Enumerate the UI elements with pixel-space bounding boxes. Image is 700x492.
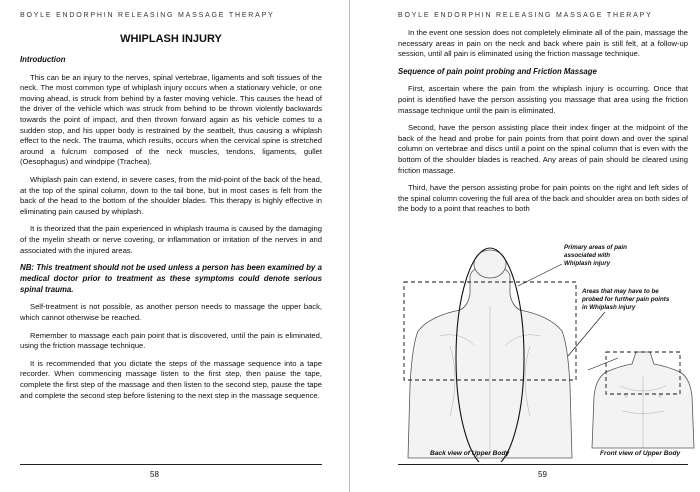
right-text-column bbox=[398, 28, 688, 222]
label-primary-areas: Primary areas of pain associated with Whiplash injury bbox=[564, 244, 627, 267]
running-head: BOYLE ENDORPHIN RELEASING MASSAGE THERAPY bbox=[20, 12, 275, 19]
caption-back-view: Back view of Upper Body bbox=[430, 450, 510, 457]
paragraph: Third, have the person assisting probe for pain points on the right and left sides of the spinal column covering the full area of the back and shoulder area on both sides of the body to a point that reaches to both bbox=[398, 183, 689, 214]
paragraph: This can be an injury to the nerves, spinal vertebrae, ligaments and soft tissues of the neck. The most common type of whiplash injury occurs when a stationary vehicle, or one moving ahead, is struck from behind by a faster moving vehicle. This causes the head of the driver of the vehicle which was struck from behind to be thrown violently backwards towards the point of impact, and then thrown forward again as his vehicle comes to a sudden stop, and his upper body is restrained by the seatbelt, thus causing a whiplash effect to the neck. The trauma, which results, occurs when the cervical spine is stretched around a fulcrum composed of the neck muscles, tendons, ligaments, gullet (Oesophagus) and windpipe (Trachea). bbox=[20, 72, 322, 167]
footer-rule bbox=[20, 464, 322, 465]
paragraph: First, ascertain where the pain from the whiplash injury is occurring. Once that point is identified have the person assisting you massage that area using the friction massage technique until the pain is eliminated. bbox=[398, 84, 688, 115]
leader-line-further bbox=[568, 312, 605, 356]
paragraph: Remember to massage each pain point that is discovered, until the pain is eliminated, using the friction massage technique. bbox=[20, 330, 322, 351]
paragraph: It is theorized that the pain experienced in whiplash trauma is caused by the damaging of the myelin sheath or nerve covering, or inflammation or irritation of the nerves in and associated with the injured areas. bbox=[20, 224, 322, 255]
leader-line-front bbox=[588, 358, 618, 370]
left-text-column bbox=[20, 28, 322, 408]
section-heading: Sequence of pain point probing and Friction Massage bbox=[398, 66, 597, 76]
leader-line-primary bbox=[518, 264, 562, 286]
running-head: BOYLE ENDORPHIN RELEASING MASSAGE THERAPY bbox=[398, 12, 653, 19]
paragraph: In the event one session does not completely eliminate all of the pain, massage the necessary areas in pain on the neck and back where pain is still felt, at a follow-up session, until all pain is eliminated using the friction massage technique. bbox=[398, 28, 688, 59]
paragraph: Self-treatment is not possible, as another person needs to massage the upper back, which cannot otherwise be reached. bbox=[20, 302, 322, 323]
chapter-title: WHIPLASH INJURY bbox=[120, 33, 222, 45]
anatomy-illustration bbox=[350, 236, 700, 462]
anatomy-figure bbox=[350, 236, 700, 467]
section-heading: Introduction bbox=[20, 55, 66, 64]
page-number: 58 bbox=[150, 470, 159, 479]
paragraph: It is recommended that you dictate the steps of the massage sequence into a tape recorder. When commencing massage listen to the first step, then pause the tape, complete the first step of the massage and then listen to the second step, pause the tape and complete the second step before listening to the next step in the massage sequence. bbox=[20, 358, 322, 400]
label-further-areas: Areas that may have to be probed for further pain points in Whiplash injury bbox=[582, 288, 670, 311]
page-number: 59 bbox=[538, 470, 547, 479]
paragraph: Whiplash pain can extend, in severe cases, from the mid-point of the back of the head, at the top of the spinal column, down to the tail bone, but in most cases is felt from the back of the head to the bottom of the shoulder blades. This therapy is highly effective in eliminating pain caused by whiplash. bbox=[20, 174, 322, 216]
paragraph: Second, have the person assisting place their index finger at the midpoint of the back of the head and probe for pain points from that point down and over the spinal column on vertebrae and discs until a point on the spinal column that is even with the bottom of the shoulder blades is reached. Any areas of pain should be cleared using friction massage. bbox=[398, 123, 688, 175]
caption-front-view: Front view of Upper Body bbox=[600, 450, 681, 457]
footer-rule bbox=[398, 464, 688, 465]
warning-note: NB: This treatment should not be used unless a person has been examined by a medical doctor prior to treatment as these symptoms could denote serious spinal trauma. bbox=[20, 263, 322, 294]
right-page bbox=[350, 0, 700, 492]
